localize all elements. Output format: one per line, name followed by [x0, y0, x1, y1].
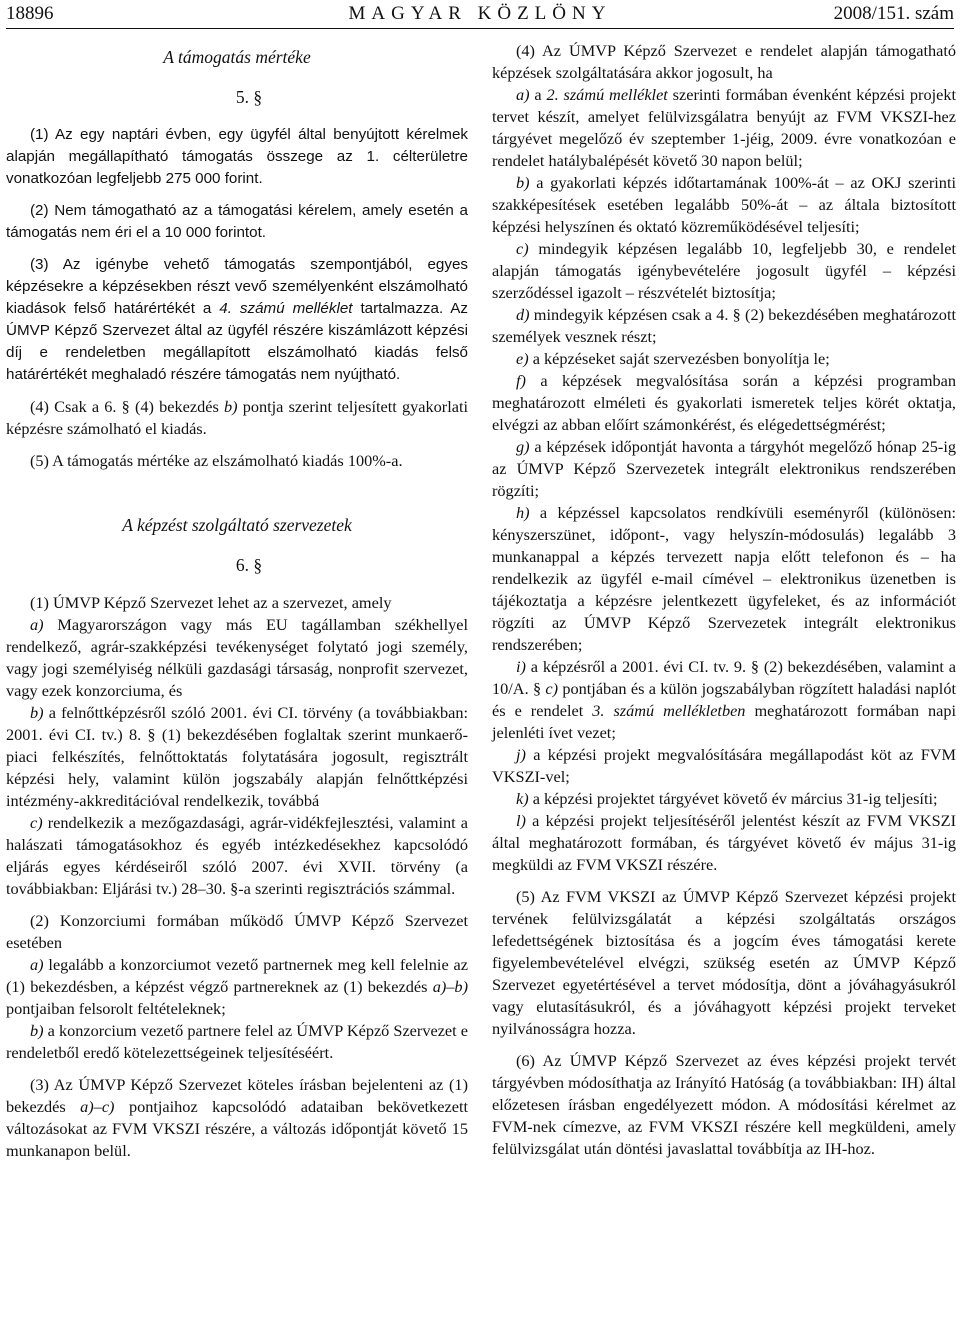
paragraph-6-4-a: a) a 2. számú melléklet szerinti formában évenként képzési projekt tervet készít, amelyet felülvizsgálatra benyújt az FVM VKSZI-hez tárgyévet megelőző év szeptember 1-jéig, 2009. évre vonatkozóan e rendelet hatálybalépését követő 30 napon belül; [492, 85, 957, 170]
paragraph-6-4: (4) Az ÚMVP Képző Szervezet e rendelet alapján támogatható képzések szolgáltatására akkor jogosult, ha [492, 41, 956, 82]
right-column [492, 40, 956, 1160]
page-header [6, 2, 954, 28]
paragraph-6-4-b: b) a gyakorlati képzés időtartamának 100%-át – az OKJ szerinti szakképesítések esetében legalább 50%-át – az általa biztosított képzési helyszínen és oktató közreműködésével teljesíti; [492, 173, 956, 236]
paragraph-6-4-g: g) a képzések időpontját havonta a tárgyhót megelőző hónap 25-ig az ÚMVP Képző Szervezetek integrált elektronikus rendszerében rögzíti; [492, 437, 956, 500]
paragraph-6-4-j: j) a képzési projekt megvalósítására megállapodást köt az FVM VKSZI-vel; [492, 745, 956, 786]
journal-title: MAGYAR KÖZLÖNY [348, 3, 612, 24]
section-5-heading: 5. § [235, 87, 263, 107]
paragraph-6-4-e: e) a képzéseket saját szervezésben bonyolítja le; [516, 349, 830, 368]
paragraph-6-2-a: a) legalább a konzorciumot vezető partnernek meg kell felelnie az (1) bekezdésben, a képzést végző partnereknek az (1) bekezdés a)–b) pontjaiban felsorolt feltételeknek; [6, 955, 468, 1018]
paragraph-6-4-l: l) a képzési projekt teljesítéséről jelentést készít az FVM VKSZI által meghatározott formában, és tárgyévet követő év május 31-ig megküldi az FVM VKSZI részére. [492, 811, 956, 874]
paragraph-6-6: (6) Az ÚMVP Képző Szervezet az éves képzési projekt tervét tárgyévben módosíthatja az Irányító Hatóság (a továbbiakban: IH) által előzetesen írásban engedélyezett módon. A módosítási kérelmet az FVM-nek címezve, az FVM VKSZI részére kell megküldeni, amely felülvizsgálat után döntési javaslattal továbbítja az IH-hoz. [492, 1051, 956, 1158]
paragraph-6-1-c: c) rendelkezik a mezőgazdasági, agrár-vidékfejlesztési, valamint a halászati támogatásokhoz és egyéb intézkedésekhez kapcsolódó eljárás egyes kérdéseiről szóló 2007. évi XVII. törvény (a továbbiakban: Eljárási tv.) 28–30. §-a szerinti regisztrációs számmal. [6, 813, 468, 898]
paragraph-6-3: (3) Az ÚMVP Képző Szervezet köteles írásban bejelenteni az (1) bekezdés a)–c) pontjaihoz kapcsolódó adataiban bekövetkezett változásokat az FVM VKSZI részére, a változás időpontját követő 15 munkanapon belül. [6, 1075, 468, 1160]
heading-training-providers: A képzést szolgáltató szervezetek [122, 515, 352, 535]
section-6-heading: 6. § [235, 555, 263, 575]
paragraph-6-1-b: b) a felnőttképzésről szóló 2001. évi CI. törvény (a továbbiakban: 2001. évi CI. tv.) 8. § (1) bekezdésében foglaltak szerint munkaerő-piaci felkészítés, felnőttoktatás folytatására jogosult, regisztrált képzési hely, valamint külön jogszabály alapján felnőttképzési intézmény-akkreditációval rendelkezik, továbbá [6, 703, 468, 810]
paragraph-5-2: (2) Nem támogatható az a támogatási kérelem, amely esetén a támogatás nem éri el a 10 000 forintot. [6, 202, 468, 241]
page-number: 18896 [6, 3, 54, 24]
paragraph-6-4-c: c) mindegyik képzésen legalább 10, legfeljebb 30, e rendelet alapján támogatás igénybevételére jogosult ügyfél – képzési szerződéssel igazolt – részvételét biztosítja; [492, 239, 956, 302]
paragraph-6-1: (1) ÚMVP Képző Szervezet lehet az a szervezet, amely [30, 593, 392, 612]
paragraph-5-5: (5) A támogatás mértéke az elszámolható kiadás 100%-a. [30, 451, 403, 470]
paragraph-6-2-b: b) a konzorcium vezető partnere felel az ÚMVP Képző Szervezet e rendeletből eredő kötelezettségeinek teljesítéséért. [6, 1021, 468, 1062]
paragraph-6-1-a: a) Magyarországon vagy más EU tagállamban székhellyel rendelkező, agrár-szakképzési tevékenységet folytató jogi személy, vagy jogi személyiség nélküli gazdasági társaság, nonprofit szervezet, vagy ezek konzorciuma, és [6, 615, 468, 700]
paragraph-6-4-d: d) mindegyik képzésen csak a 4. § (2) bekezdésében meghatározott személyek vesznek részt; [492, 305, 956, 346]
paragraph-5-4: (4) Csak a 6. § (4) bekezdés b) pontja szerint teljesített gyakorlati képzésre számolható el kiadás. [6, 397, 469, 438]
issue-number: 2008/151. szám [833, 3, 954, 24]
paragraph-6-4-i: i) a képzésről a 2001. évi CI. tv. 9. § (2) bekezdésében, valamint a 10/A. § c) pontjában és a külön jogszabályban rögzített haladási naplót és e rendelet 3. számú mellékletben meghatározott formában napi jelenléti ívet vezet; [492, 657, 957, 742]
paragraph-6-4-k: k) a képzési projektet tárgyévet követő év március 31-ig teljesíti; [516, 789, 938, 808]
paragraph-6-2: (2) Konzorciumi formában működő ÚMVP Képző Szervezet esetében [6, 911, 468, 952]
header-rule [6, 28, 954, 29]
left-column [6, 40, 468, 1162]
paragraph-6-4-h: h) a képzéssel kapcsolatos rendkívüli eseményről (különösen: kényszerszünet, időpont-, vagy helyszín-módosulás) legalább 3 munkanappal a képzés tervezett napja előtt telefonon és – ha rendelkezik az ügyfél e-mail címével – elektronikus üzenetben is tájékoztatja a képzésre jelentkezett ügyfeleket, és az információt rögzíti az ÚMVP Képző Szervezetek integrált elektronikus rendszerében; [492, 503, 956, 654]
heading-support-amount: A támogatás mértéke [163, 47, 311, 67]
paragraph-5-1: (1) Az egy naptári évben, egy ügyfél által benyújtott kérelmek alapján megállapítható támogatás összege az 1. célterületre vonatkozóan legfeljebb 275 000 forint. [6, 126, 468, 187]
paragraph-6-4-f: f) a képzések megvalósítása során a képzési programban meghatározott elméleti és gyakorlati ismeretek teljes körét oktatja, elvégzi az abban előírt számonkérést, és elégedettségmérést; [492, 371, 956, 434]
paragraph-5-3: (3) Az igénybe vehető támogatás szempontjából, egyes képzésekre a képzésekben részt vevő személyenként elszámolható kiadások felső határértékét a 4. számú melléklet tartalmazza. Az ÚMVP Képző Szervezet által az ügyfél részére kiszámlázott képzési díj e rendeletben megállapított elszámolható kiadás felső határértékét meghaladó részére támogatás nem nyújtható. [6, 256, 469, 383]
paragraph-6-5: (5) Az FVM VKSZI az ÚMVP Képző Szervezet képzési projekt tervének felülvizsgálatát a képzési szolgáltatás országos lefedettségének biztosítása és a jogcím éves támogatási kerete figyelembevételével elvégzi, szükség esetén az ÚMVP Képző Szervezet egyetértésével a tervet módosítja, dönt a jóváhagyásukról vagy elutasításukról, és a jóváhagyott képzési projekt terveket nyilvánosságra hozza. [492, 887, 956, 1038]
